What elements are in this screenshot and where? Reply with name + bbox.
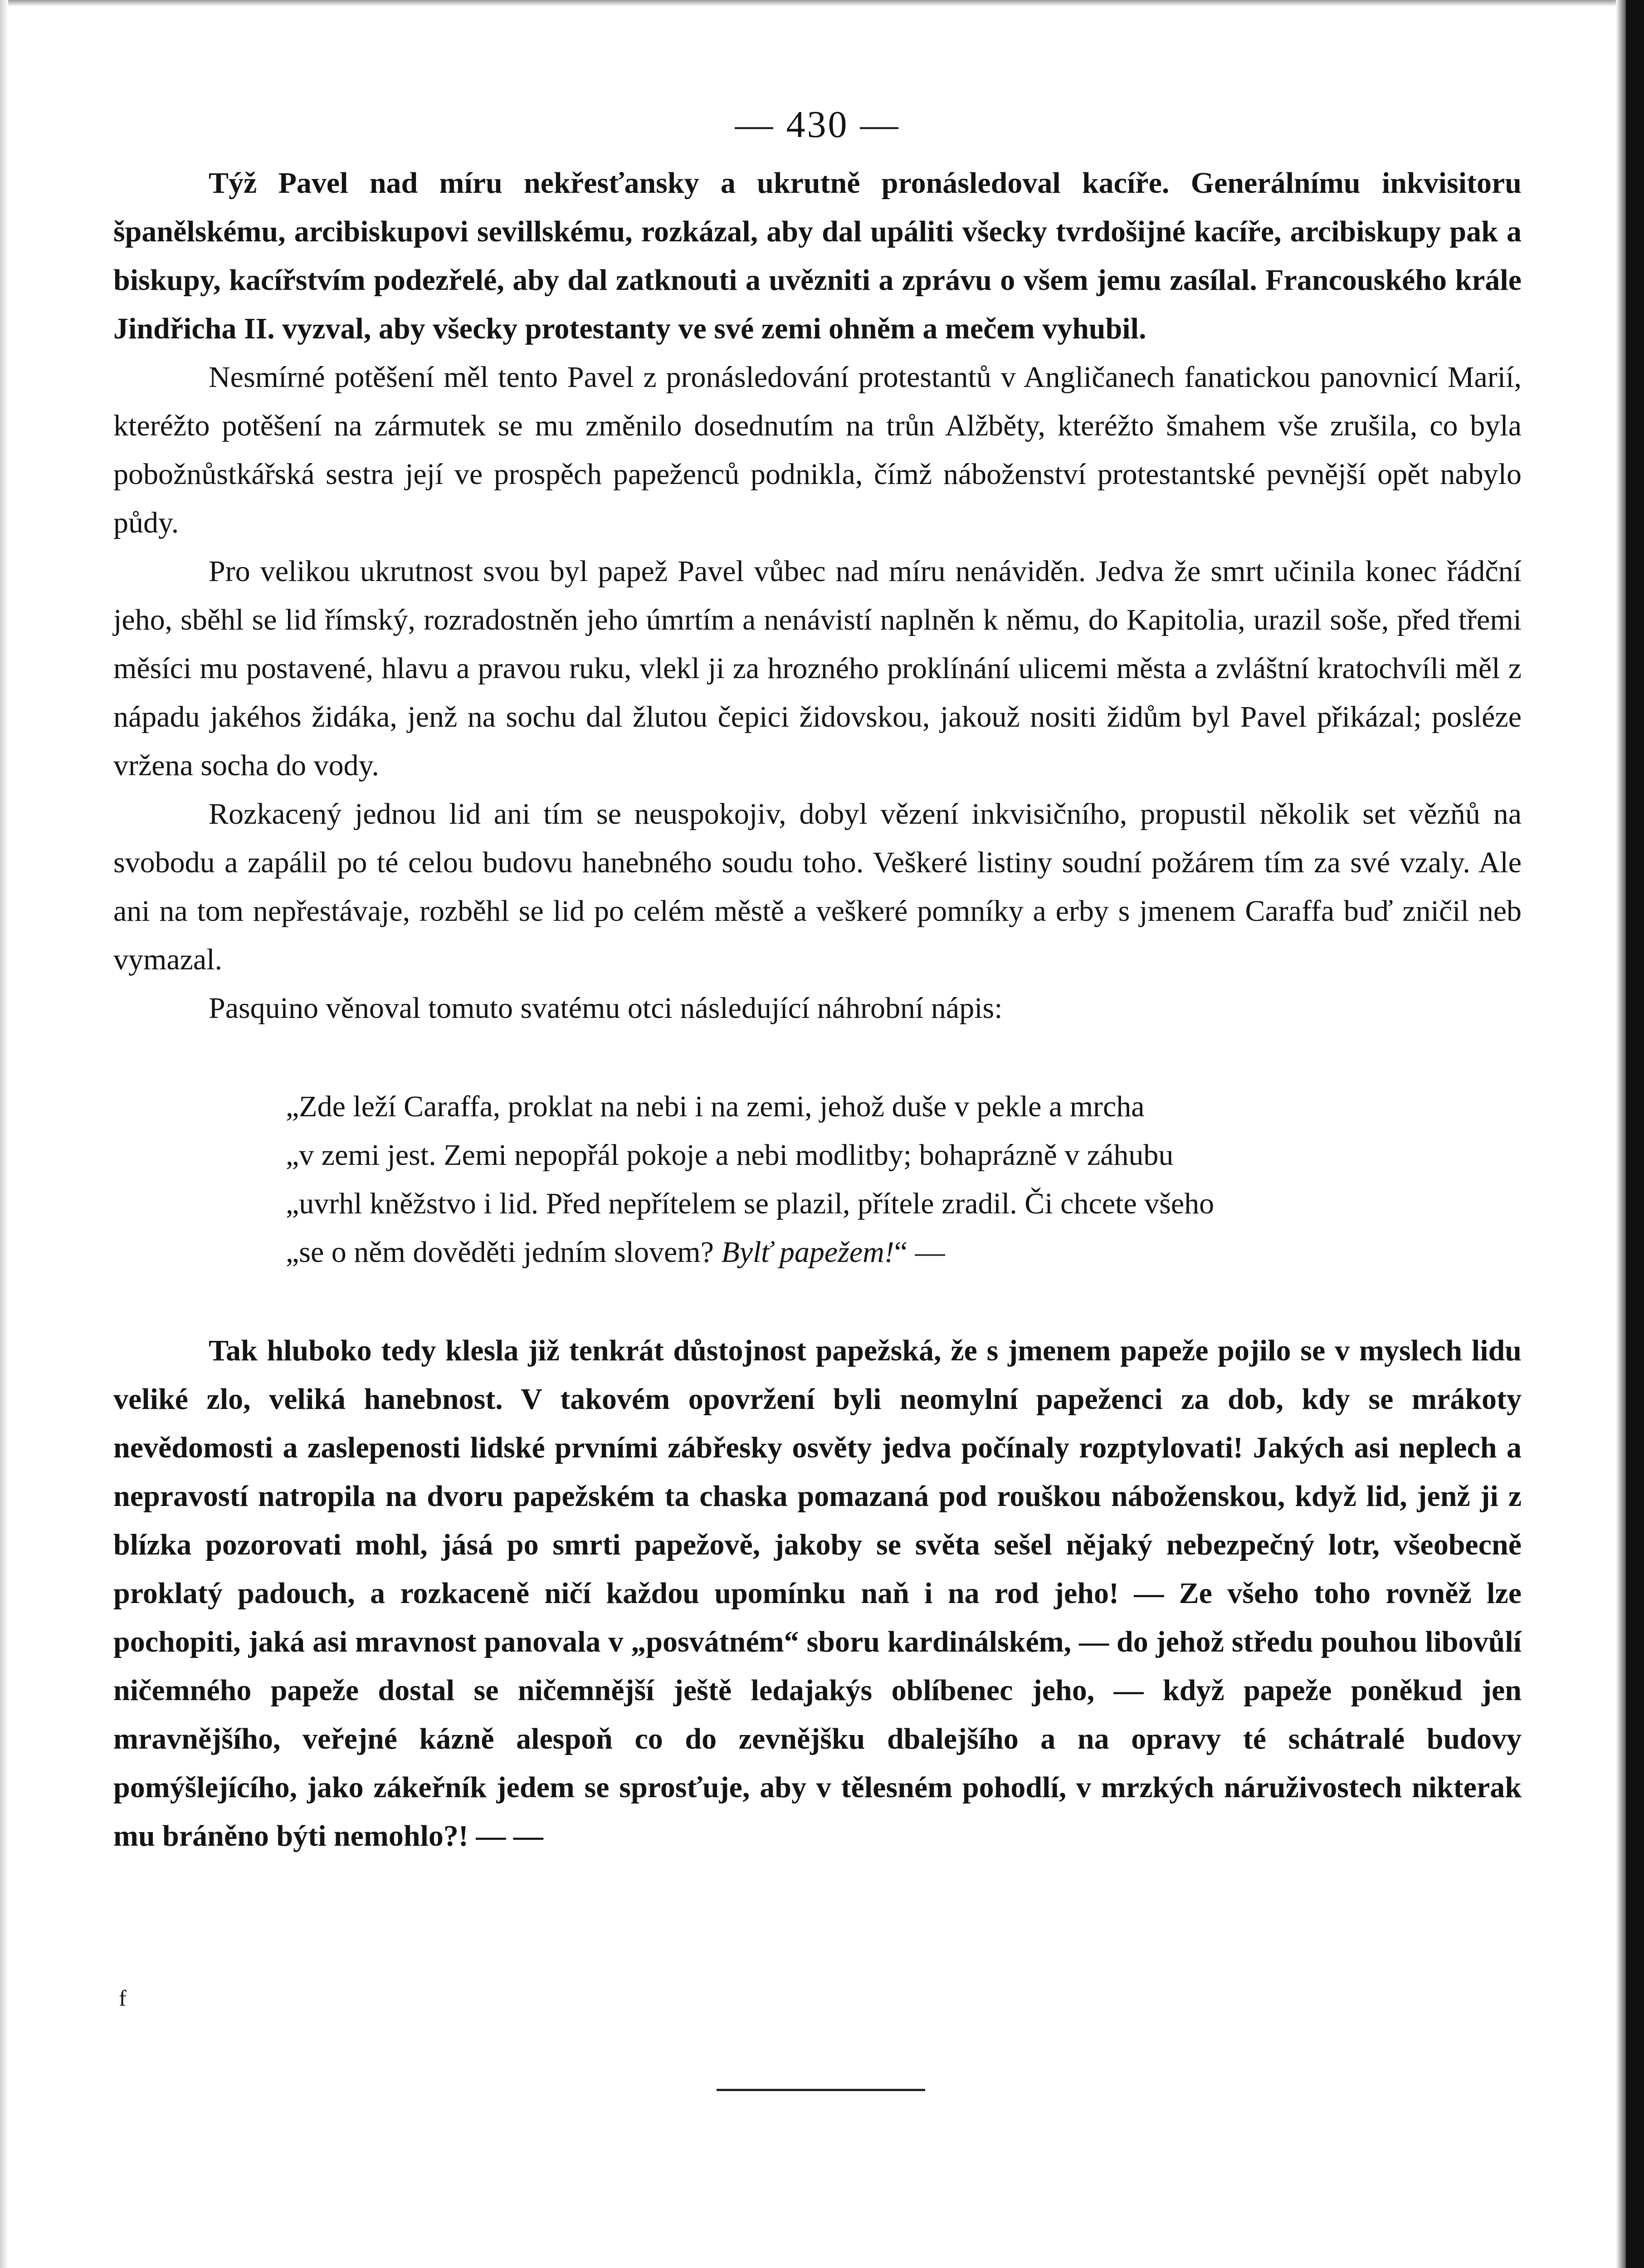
- epitaph-line-4-end: “ —: [894, 1236, 945, 1269]
- scan-edge-shadow: [1616, 0, 1626, 2268]
- epitaph-line-1: „Zde leží Caraffa, proklat na nebi i na zemi, jehož duše v pekle a mrcha: [286, 1090, 1145, 1123]
- paragraph-2: Nesmírné potěšení měl tento Pavel z pronásledování protestantů v Angličanech fanatickou panovnicí Marií, kteréžto potěšení na zármutek se mu změnilo dosednutím na trůn Alžběty, kteréžto šmahem vše zrušila, co byla pobožnůstkářská sestra její ve prospěch papeženců podnikla, čímž náboženství protestantské pevnější opět nabylo půdy.: [113, 361, 1522, 539]
- closing-text: [113, 1326, 1522, 1860]
- epitaph-quote: [113, 1082, 1522, 1276]
- scan-edge-left: [0, 0, 8, 2268]
- end-rule: [717, 2089, 925, 2091]
- page-number: — 430 —: [735, 103, 900, 146]
- scan-edge-right: [1626, 0, 1644, 2268]
- stray-mark: f: [119, 1985, 127, 2011]
- paragraph-3: Pro velikou ukrutnost svou byl papež Pavel vůbec nad míru nenáviděn. Jedva že smrt učinila konec řádční jeho, sběhl se lid římský, rozradostněn jeho úmrtím a nenávistí naplněn k němu, do Kapitolia, urazil soše, před třemi měsíci mu postavené, hlavu a pravou ruku, vlekl ji za hrozného proklínání ulicemi města a zvláštní kratochvíli měl z nápadu jakéhos židáka, jenž na sochu dal žlutou čepici židovskou, jakouž nositi židům byl Pavel přikázal; posléze vržena socha do vody.: [113, 555, 1522, 782]
- epitaph-line-4-start: „se o něm dověděti jedním slovem?: [286, 1236, 722, 1269]
- closing-paragraph: Tak hluboko tedy klesla již tenkrát důstojnost papežská, že s jmenem papeže pojilo se v myslech lidu veliké zlo, veliká hanebnost. V takovém opovržení byli neomylní papeženci za dob, kdy se mrákoty nevědomosti a zaslepenosti lidské prvními zábřesky osvěty jedva počínaly rozptylovati! Jakých asi neplech a nepravostí natropila na dvoru papežském ta chaska pomazaná pod rouškou náboženskou, když lid, jenž ji z blízka pozorovati mohl, jásá po smrti papežově, jakoby se světa sešel nějaký nebezpečný lotr, všeobecně proklatý padouch, a rozkaceně ničí každou upomínku naň i na rod jeho! — Ze všeho toho rovněž lze pochopiti, jaká asi mravnost panovala v „posvátném“ sboru kardinálském, — do jehož středu pouhou libovůlí ničemného papeže dostal se ničemnější ještě ledajakýs oblíbenec jeho, — když papeže poněkud jen mravnějšího, veřejné kázně alespoň co do zevnějšku dbalejšího a na opravy té schátralé budovy pomýšlejícího, jako zákeřník jedem se sprosťuje, aby v tělesném pohodlí, v mrzkých náruživostech nikterak mu bráněno býti nemohlo?! — —: [113, 1334, 1522, 1853]
- body-text: [113, 159, 1522, 1032]
- paragraph-1: Týž Pavel nad míru nekřesťansky a ukrutně pronásledoval kacíře. Generálnímu inkvisitoru španělskému, arcibiskupovi sevillskému, rozkázal, aby dal upáliti všecky tvrdošijné kacíře, arcibiskupy pak a biskupy, kacířstvím podezřelé, aby dal zatknouti a uvězniti a zprávu o všem jemu zasílal. Francouského krále Jindřicha II. vyzval, aby všecky protestanty ve své zemi ohněm a mečem vyhubil.: [113, 166, 1522, 345]
- paragraph-5: Pasquino věnoval tomuto svatému otci následující náhrobní nápis:: [209, 992, 1003, 1025]
- epitaph-line-4: [286, 1228, 1522, 1276]
- epitaph-line-4-italic: Bylť papežem!: [721, 1236, 894, 1269]
- paragraph-4: Rozkacený jednou lid ani tím se neuspokojiv, dobyl vězení inkvisičního, propustil několik set vězňů na svobodu a zapálil po té celou budovu hanebného soudu toho. Veškeré listiny soudní požárem tím za své vzaly. Ale ani na tom nepřestávaje, rozběhl se lid po celém městě a veškeré pomníky a erby s jmenem Caraffa buď zničil neb vymazal.: [113, 797, 1522, 976]
- scan-edge-top: [0, 0, 1644, 6]
- book-page: [113, 100, 1522, 1860]
- epitaph-line-2: „v zemi jest. Zemi nepopřál pokoje a nebi modlitby; bohaprázně v záhubu: [286, 1139, 1174, 1172]
- epitaph-line-3: „uvrhl kněžstvo i lid. Před nepřítelem se plazil, přítele zradil. Či chcete všeho: [286, 1187, 1215, 1220]
